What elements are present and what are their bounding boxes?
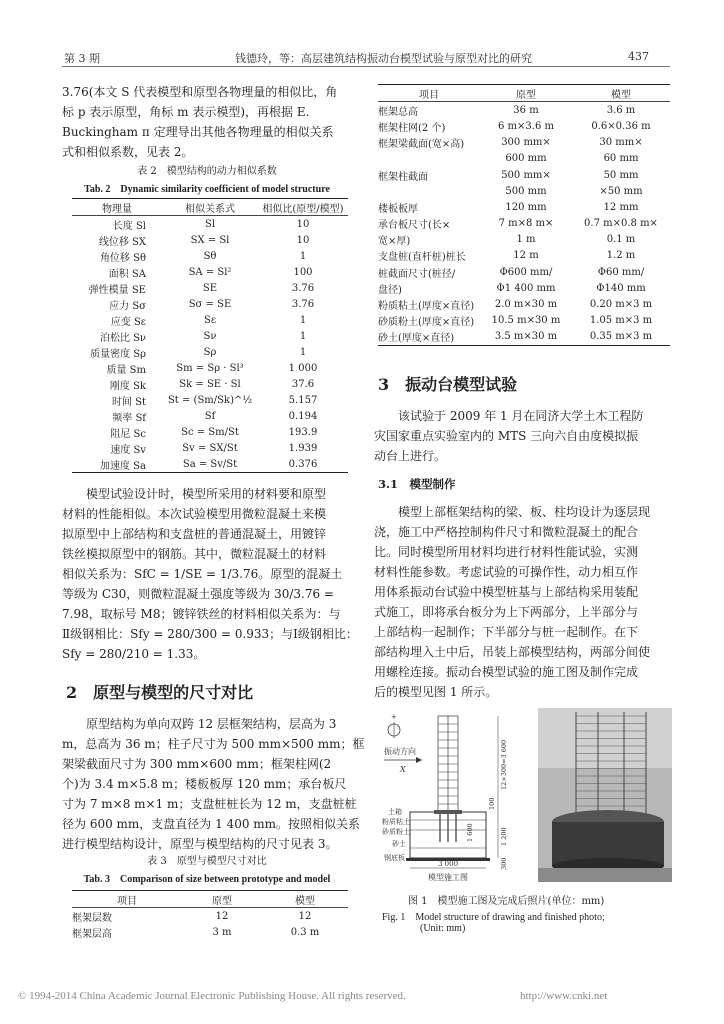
table3-part2	[378, 84, 670, 346]
text-line: 个)为 3.4 m×5.8 m；楼板板厚 120 mm；承台板尺	[62, 777, 347, 791]
page-number: 437	[628, 50, 649, 63]
shake-table	[538, 868, 672, 882]
table-row	[72, 392, 348, 408]
text-line: 动台上进行。	[374, 449, 447, 463]
table-cell: Sf	[204, 410, 216, 422]
text-line: Ⅱ级钢相比：Sfy = 280/300 = 0.933；与Ⅰ级钢相比：	[62, 627, 358, 641]
symbol-label: +	[391, 713, 397, 721]
table-cell: 12	[298, 911, 312, 923]
table-cell: 500 mm	[505, 185, 547, 197]
text-line: 径为 600 mm，支盘直径为 1 400 mm。按照相似关系	[62, 817, 361, 831]
table-cell: 弹性模量 SE	[88, 284, 146, 296]
table-cell: Φ60 mm/	[597, 266, 645, 278]
table-row	[378, 102, 670, 119]
table-cell: 0.376	[288, 458, 318, 470]
table-cell: 193.9	[288, 426, 318, 438]
table-row	[72, 424, 348, 440]
copyright-notice: © 1994-2014 China Academic Journal Electronic Publishing House. All rights reserved.	[18, 990, 406, 1002]
table-cell: 框架层高	[72, 929, 112, 941]
table-cell: Sε	[203, 314, 217, 326]
table-row	[72, 264, 348, 280]
text-line: 寸为 7 m×8 m×1 m；支盘桩桩长为 12 m，支盘桩桩	[62, 797, 357, 811]
table-cell: 30 mm×	[599, 137, 643, 149]
table-cell: 长度 Sl	[112, 220, 146, 232]
running-title: 钱德玲，等：高层建筑结构振动台模型试验与原型对比的研究	[235, 52, 532, 65]
figure1-caption-cn: 图 1 模型施工图及完成后照片(单位：mm)	[408, 896, 605, 907]
table-cell: 1.05 m×3 m	[589, 315, 653, 327]
text-line: 式和相似系数，见表 2。	[62, 145, 194, 159]
table-cell: 时间 St	[111, 396, 146, 408]
table-header-cell: 模型	[611, 89, 631, 101]
text-line: 浇，施工中严格控制构件尺寸和微粒混凝土的配合	[374, 525, 639, 539]
table-cell: 桩截面尺寸(桩径/	[378, 268, 456, 280]
table3-header-cell: 项目	[117, 895, 137, 907]
table-row	[72, 312, 348, 328]
text-line: 用体系振动台试验中模型桩基与上部结构采用装配	[374, 585, 639, 599]
table-cell: 0.1 m	[606, 234, 636, 246]
table-cell: 37.6	[291, 378, 315, 390]
table-cell: Sv = SX/St	[182, 442, 238, 454]
table-header-cell: 原型	[516, 89, 536, 101]
table-cell: 3.76	[291, 298, 315, 310]
table2-caption-en: Tab. 2 Dynamic similarity coefficient of model structure	[84, 184, 330, 195]
table-row	[378, 232, 670, 248]
table-cell: 质量密度 Sρ	[90, 348, 146, 360]
table-cell: 3.6 m	[606, 104, 636, 116]
table2-header-cell: 相似关系式	[185, 203, 235, 215]
table-cell: 10	[296, 234, 310, 246]
table3-caption-cn: 表 3 原型与模型尺寸对比	[147, 856, 267, 867]
table-cell: Sk = SE · Sl	[179, 378, 241, 390]
table-row	[72, 232, 348, 248]
table-row	[378, 216, 670, 232]
table-cell: 1.2 m	[606, 250, 636, 262]
section-2-heading: 2 原型与模型的尺寸对比	[66, 683, 254, 702]
table-row	[72, 280, 348, 296]
table2-header-cell: 相似比(原型/模型)	[262, 203, 344, 215]
text-line: 模型试验设计时，模型所采用的材料要和原型	[86, 487, 327, 501]
table-cell: 砂土(厚度×直径)	[378, 333, 455, 345]
table-cell: 框架总高	[378, 106, 418, 118]
table-cell: 支盘桩(直杆桩)桩长	[378, 252, 466, 264]
silty-clay-label: 粉质粘土	[382, 818, 410, 826]
table-cell: 框架柱截面	[378, 171, 428, 183]
text-line: 该试验于 2009 年 1 月在同济大学土木工程防	[398, 409, 644, 423]
table-cell: 1	[299, 330, 307, 342]
figure1-caption-en-unit: (Unit: mm)	[420, 923, 466, 934]
table-row	[72, 925, 348, 941]
table-row	[72, 456, 348, 473]
table-cell: 100	[293, 266, 313, 278]
text-line: 铁丝模拟原型中的钢筋。其中，微粒混凝土的材料	[62, 547, 327, 561]
dim-1200-label: 1 200	[500, 827, 508, 846]
text-line: 部结构埋入土中后，吊装上部模型结构，两部分间使	[374, 645, 651, 659]
table3-body	[378, 102, 670, 346]
table-cell: Sc = Sm/St	[181, 426, 239, 438]
table-row	[378, 167, 670, 183]
table-cell: St = (Sm/Sk)^½	[167, 394, 253, 406]
text-line: Buckingham π 定理导出其他各物理量的相似关系	[62, 125, 334, 139]
table-row	[72, 408, 348, 424]
dim-100-label: 100	[488, 797, 496, 810]
table-header-cell: 项目	[419, 89, 439, 101]
table-cell: 面积 SA	[108, 268, 146, 280]
dim-width-label: 3 000	[438, 860, 459, 868]
text-line: 相似关系为：SfC = 1/SE = 1/3.76。原型的混凝土	[62, 567, 343, 581]
table-cell: 120 mm	[505, 201, 547, 213]
text-line: 模型上部框架结构的梁、板、柱均设计为逐层现	[398, 505, 651, 519]
prototype-paragraph	[62, 714, 365, 854]
table-cell: 承台板尺寸(长×	[378, 220, 451, 232]
table-row	[378, 118, 670, 134]
table-row	[72, 376, 348, 392]
table-cell: 1	[299, 250, 307, 262]
table-cell	[378, 183, 480, 199]
table-cell: 0.7 m×0.8 m×	[584, 218, 658, 230]
table-row	[72, 328, 348, 344]
text-line: 灾国家重点实验室内的 MTS 三向六自由度模拟振	[374, 429, 639, 443]
table-row	[72, 908, 348, 925]
table-row	[72, 344, 348, 360]
text-line: 后的模型见图 1 所示。	[374, 685, 498, 699]
table-cell: 600 mm	[505, 153, 547, 165]
table2-header-row	[72, 199, 348, 216]
table-cell: 应力 Sσ	[109, 300, 146, 312]
table3-header-row	[378, 85, 670, 102]
table-cell: 5.157	[288, 394, 318, 406]
intro-paragraph	[62, 82, 352, 162]
table-cell: 0.35 m×3 m	[589, 331, 653, 343]
table-row	[378, 280, 670, 296]
table3-caption-en: Tab. 3 Comparison of size between prototype and model	[83, 874, 331, 885]
table-row	[378, 151, 670, 167]
table-cell: 速度 Sv	[110, 444, 146, 456]
photo-sky	[538, 708, 672, 768]
table-row	[378, 135, 670, 151]
table-cell: 盘径)	[378, 284, 402, 296]
table-row	[72, 248, 348, 264]
table2-header-cell: 物理量	[102, 203, 132, 215]
table-cell: 加速度 Sa	[100, 460, 146, 472]
table-cell: 阻尼 Sc	[110, 428, 146, 440]
x-axis-label: X	[400, 765, 406, 774]
text-line: 拟原型中上部结构和支盘桩的普通混凝土，用镀锌	[62, 527, 327, 541]
table-row	[378, 199, 670, 215]
text-line: 比。同时模型所用材料均进行材料性能试验，实测	[374, 545, 639, 559]
table-cell: 线位移 SX	[98, 236, 146, 248]
text-line: 式施工，即将承台板分为上下两部分，上半部分与	[374, 605, 639, 619]
table-cell: 泊松比 Sν	[99, 332, 146, 344]
table-cell: SA = Sl²	[188, 266, 232, 278]
table-cell: Sσ = SE	[188, 298, 232, 310]
text-line: 进行模型结构设计，原型与模型结构的尺寸见表 3。	[62, 837, 338, 851]
table-cell: 10	[296, 218, 310, 230]
text-line: 材料性能参数。考虑试验的可操作性，动力相互作	[374, 565, 639, 579]
table-cell: 1	[299, 346, 307, 358]
table3-header-cell: 原型	[212, 895, 232, 907]
table-cell: 12 m	[513, 250, 539, 262]
drawing-title: 模型施工图	[428, 873, 468, 882]
model-drawing	[380, 710, 532, 882]
pile-cap	[434, 810, 462, 814]
table-cell: 砂质粉土(厚度×直径)	[378, 317, 475, 329]
sand-label: 砂土	[392, 840, 406, 848]
subsection-3-1-heading: 3.1 模型制作	[378, 477, 456, 491]
table-row	[378, 264, 670, 280]
table-cell: 框架柱网(2 个)	[378, 122, 446, 134]
table-cell: 质量 Sm	[106, 364, 146, 376]
text-line: 用螺栓连接。振动台模型试验的施工图及制作完成	[374, 665, 639, 679]
text-line: 3.76(本文 S 代表模型和原型各物理量的相似比，角	[62, 85, 338, 99]
table3-header-cell: 模型	[295, 895, 315, 907]
table-cell: Sθ	[203, 250, 217, 262]
table-cell: 1	[299, 314, 307, 326]
table-cell: 1 m	[516, 234, 536, 246]
table-cell	[378, 151, 480, 167]
table-cell: Sl	[204, 218, 216, 230]
soil-box-label: 土箱	[388, 808, 402, 816]
table2	[72, 198, 348, 473]
table-cell: 500 mm×	[501, 169, 551, 181]
text-line: 等级为 C30，则微粒混凝土强度等级为 30/3.76 =	[62, 587, 334, 601]
table2-body	[72, 216, 348, 473]
table-cell: 1.939	[288, 442, 318, 454]
table-cell: Φ1 400 mm	[496, 282, 556, 294]
table-row	[72, 360, 348, 376]
table-row	[378, 183, 670, 199]
text-line: 上部结构一起制作；下半部分与桩一起制作。在下	[374, 625, 639, 639]
table-cell: 3.76	[291, 282, 315, 294]
test-paragraph	[374, 406, 670, 466]
table-cell: 0.194	[288, 410, 318, 422]
materials-paragraph	[62, 484, 358, 664]
table-cell: 36 m	[513, 104, 539, 116]
text-line: 标 p 表示原型，角标 m 表示模型)，再根据 E.	[62, 105, 310, 119]
table-cell: 粉质粘土(厚度×直径)	[378, 301, 475, 313]
table-cell: 宽×厚)	[378, 236, 411, 248]
table-cell: 0.3 m	[290, 927, 320, 939]
table-cell: Sρ	[203, 346, 217, 358]
table-row	[378, 296, 670, 312]
table-row	[72, 296, 348, 312]
vibration-label: 振动方向	[384, 747, 416, 756]
section-3-heading: 3 振动台模型试验	[378, 375, 518, 394]
sandy-silt-label: 砂质粉土	[382, 828, 410, 836]
table3-part1	[72, 890, 348, 941]
table3-header-row	[72, 891, 348, 908]
table-cell: 12 mm	[603, 201, 639, 213]
table-cell: 1 000	[288, 362, 318, 374]
cnki-link[interactable]: http://www.cnki.net	[520, 990, 608, 1002]
text-line: 架梁截面尺寸为 300 mm×600 mm；框架柱网(2	[62, 757, 332, 771]
table-cell: SE	[202, 282, 218, 294]
table-cell: 框架梁截面(宽×高)	[378, 139, 465, 151]
table-row	[72, 440, 348, 456]
table-cell: 框架层数	[72, 913, 112, 925]
text-line: Sfy = 280/210 = 1.33。	[62, 647, 206, 661]
table-cell: 频率 Sf	[112, 412, 146, 424]
dim-300-label: 300	[500, 857, 508, 870]
table-cell: 刚度 Sk	[109, 380, 146, 392]
table-row	[378, 313, 670, 329]
text-line: 材料的性能相似。本次试验模型用微粒混凝土来模	[62, 507, 327, 521]
table-cell: Sa = Sv/St	[182, 458, 238, 470]
text-line: 原型结构为单向双跨 12 层框架结构，层高为 3	[86, 717, 337, 731]
table-cell: ×50 mm	[599, 185, 643, 197]
text-line: m，总高为 36 m；柱子尺寸为 500 mm×500 mm；框	[62, 737, 365, 751]
figure1-caption-en: Fig. 1 Model structure of drawing and finished photo;	[382, 912, 605, 923]
table-cell: 300 mm×	[501, 137, 551, 149]
table-cell: 应变 Sε	[110, 316, 146, 328]
table-cell: 3.5 m×30 m	[494, 331, 558, 343]
table-cell: 2.0 m×30 m	[494, 299, 558, 311]
table-cell: Sm = Sρ · Sl³	[176, 362, 244, 374]
table-cell: Φ600 mm/	[499, 266, 553, 278]
table-row	[378, 248, 670, 264]
table-cell: 3 m	[212, 927, 232, 939]
table-cell: 50 mm	[603, 169, 639, 181]
steel-plate-label: 钢底板	[384, 854, 405, 862]
table2-caption-cn: 表 2 模型结构的动力相似系数	[137, 166, 277, 177]
dim-height-label: 12×300=3 600	[500, 739, 508, 790]
dim-1600-label: 1 600	[466, 823, 474, 842]
table-cell: 0.6×0.36 m	[591, 120, 651, 132]
table-cell: 6 m×3.6 m	[498, 120, 554, 132]
table-cell: 0.20 m×3 m	[589, 299, 653, 311]
table-cell: 楼板板厚	[378, 203, 418, 215]
table-cell: 7 m×8 m×	[498, 218, 554, 230]
issue-number: 第 3 期	[64, 52, 100, 65]
table-row	[72, 216, 348, 233]
table-row	[378, 329, 670, 346]
text-line: 7.98，取标号 M8；镀锌铁丝的材料相似关系为：与	[62, 607, 341, 621]
table-cell: SX = Sl	[190, 234, 230, 246]
table-cell: 60 mm	[603, 153, 639, 165]
table-cell: Sν	[203, 330, 217, 342]
table-cell: 12	[215, 911, 229, 923]
table-cell: 10.5 m×30 m	[491, 315, 561, 327]
arrow-head-icon	[416, 757, 422, 763]
table-cell: 角位移 Sθ	[99, 252, 146, 264]
table-cell: Φ140 mm	[596, 282, 646, 294]
fabrication-paragraph	[374, 502, 670, 702]
model-photo	[538, 708, 672, 882]
header-rule	[62, 66, 670, 67]
